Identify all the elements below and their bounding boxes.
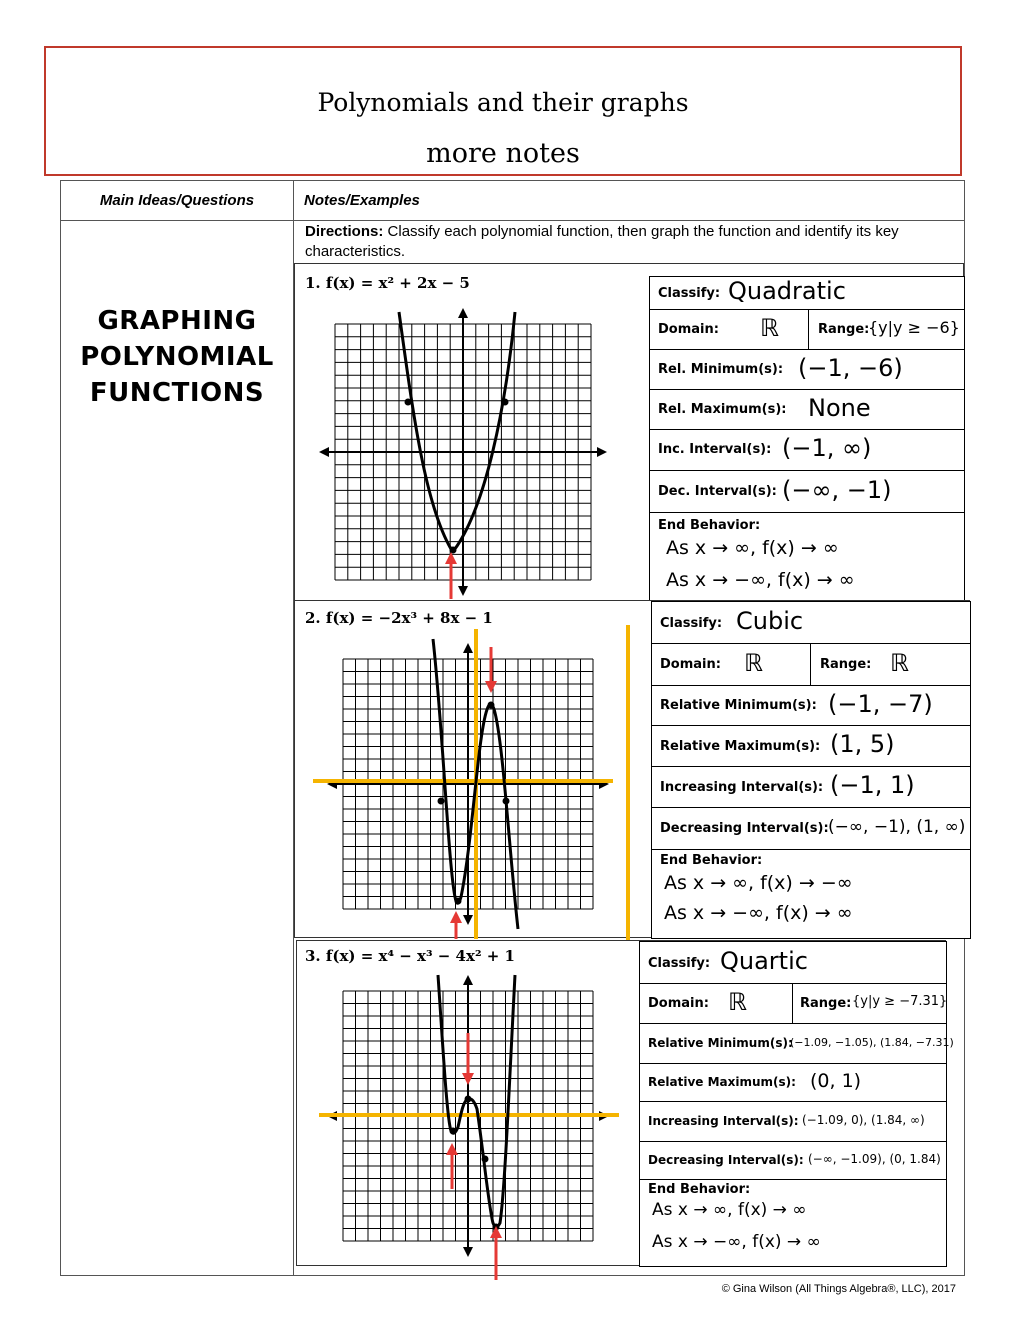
- range-label: Range:: [820, 657, 872, 672]
- dec-label: Decreasing Interval(s):: [648, 1153, 804, 1167]
- rel-max-label: Relative Maximum(s):: [648, 1075, 796, 1089]
- problem-3-point: [450, 1128, 457, 1135]
- page-subtitle: more notes: [426, 138, 580, 169]
- topic-line-2: POLYNOMIAL: [80, 342, 274, 372]
- problem-2-info-box: [651, 601, 971, 939]
- problem-3-point: [465, 1096, 472, 1103]
- problem-3-domain-value: ℝ: [728, 988, 748, 1016]
- problem-1-domain-value: ℝ: [760, 314, 780, 342]
- problem-3-row-dec: [640, 1142, 946, 1180]
- problem-2-row-rel-max: [652, 726, 970, 767]
- problem-1-rel-max-value: None: [808, 394, 871, 422]
- topic-line-1: GRAPHING: [97, 306, 257, 336]
- directions: [305, 222, 955, 262]
- range-label: Range:: [800, 996, 852, 1011]
- problem-3-range-value: {y|y ≥ −7.31}: [852, 994, 948, 1009]
- page-title: Polynomials and their graphs: [317, 88, 689, 117]
- problem-1-inc-value: (−1, ∞): [782, 434, 872, 462]
- problem-1-equation: f(x) = x² + 2x − 5: [325, 274, 470, 292]
- problem-1-row-inc: [650, 430, 964, 471]
- problem-1-row-domain: [650, 310, 964, 350]
- axis-arrowhead: [458, 308, 468, 318]
- problem-2-point: [438, 798, 445, 805]
- problem-2-rel-max-value: (1, 5): [830, 730, 895, 758]
- problem-3-end-2: As x → −∞, f(x) → ∞: [652, 1232, 821, 1252]
- inc-label: Inc. Interval(s):: [658, 442, 772, 457]
- copyright: © Gina Wilson (All Things Algebra®, LLC), 2017: [721, 1283, 956, 1295]
- domain-label: Domain:: [658, 322, 719, 337]
- end-behavior-label: End Behavior:: [660, 853, 763, 868]
- problem-3-red-arrow-up-bottom: [488, 1222, 504, 1282]
- problem-2-rel-min-value: (−1, −7): [828, 690, 933, 718]
- problem-3-info-box: [639, 941, 954, 1267]
- title-box: [44, 46, 962, 176]
- problem-1-range-value: {y|y ≥ −6}: [868, 318, 960, 337]
- problem-1-end-1: As x → ∞, f(x) → ∞: [666, 537, 839, 559]
- end-behavior-label: End Behavior:: [648, 1182, 751, 1197]
- problem-2-panel: [294, 600, 970, 938]
- problem-3-rel-max-value: (0, 1): [810, 1070, 862, 1092]
- inc-label: Increasing Interval(s):: [648, 1114, 799, 1128]
- problem-2-graph: [313, 629, 633, 939]
- problem-3-row-classify: [640, 942, 946, 984]
- problem-2-red-arrowhead-down: [485, 681, 497, 693]
- problem-1-row-dec: [650, 471, 964, 513]
- problem-1-classify-value: Quadratic: [728, 277, 846, 305]
- axis-arrowhead: [319, 447, 329, 457]
- range-label: Range:: [818, 322, 870, 337]
- problem-1-dec-value: (−∞, −1): [782, 476, 892, 504]
- problem-3-function: [305, 947, 515, 965]
- problem-2-point: [488, 702, 495, 709]
- header-main-ideas: Main Ideas/Questions: [61, 181, 294, 221]
- topic-line-3: FUNCTIONS: [89, 378, 265, 408]
- divider: [792, 984, 793, 1023]
- problem-3-number: 3.: [305, 947, 321, 965]
- problem-3-red-arrowhead-up-left: [446, 1143, 458, 1155]
- rel-min-label: Relative Minimum(s):: [648, 1036, 793, 1050]
- problem-3-row-end: [640, 1180, 946, 1268]
- problem-3-classify-value: Quartic: [720, 947, 808, 975]
- rel-max-label: Relative Maximum(s):: [660, 739, 821, 754]
- dec-label: Dec. Interval(s):: [658, 484, 777, 499]
- problem-2-point: [503, 798, 510, 805]
- table-header: [61, 181, 964, 221]
- problem-1-end-2: As x → −∞, f(x) → ∞: [666, 569, 855, 591]
- problem-2-end-1: As x → ∞, f(x) → −∞: [664, 872, 853, 894]
- problem-1-graph: [325, 294, 625, 604]
- divider: [808, 310, 809, 349]
- main-ideas-column: [61, 221, 294, 1275]
- problem-2-row-classify: [652, 602, 970, 644]
- rel-min-label: Relative Minimum(s):: [660, 698, 817, 713]
- classify-label: Classify:: [648, 956, 711, 971]
- rel-max-label: Rel. Maximum(s):: [658, 402, 787, 417]
- domain-label: Domain:: [648, 996, 709, 1011]
- problem-1-row-rel-min: [650, 350, 964, 390]
- problem-3-end-1: As x → ∞, f(x) → ∞: [652, 1200, 807, 1220]
- problem-2-row-inc: [652, 767, 970, 808]
- classify-label: Classify:: [658, 286, 721, 301]
- directions-text: Classify each polynomial function, then graph the function and identify its key characteristics.: [305, 223, 899, 260]
- problem-1-point: [405, 399, 412, 406]
- problem-2-classify-value: Cubic: [736, 607, 804, 635]
- problem-2-range-value: ℝ: [890, 649, 910, 677]
- dec-label: Decreasing Interval(s):: [660, 821, 829, 836]
- problem-1-number: 1.: [305, 274, 321, 292]
- problem-2-inc-value: (−1, 1): [830, 771, 915, 799]
- problem-1-row-rel-max: [650, 390, 964, 430]
- problem-2-guide-right: [623, 625, 633, 945]
- problem-1-row-classify: [650, 277, 964, 310]
- axis-arrowhead: [458, 586, 468, 596]
- divider: [810, 644, 811, 685]
- problem-2-end-2: As x → −∞, f(x) → ∞: [664, 902, 853, 924]
- end-behavior-label: End Behavior:: [658, 518, 761, 533]
- topic-heading: [61, 303, 293, 411]
- problem-3-graph: [313, 969, 623, 1269]
- problem-2-red-arrowhead-up: [450, 911, 462, 923]
- problem-1-grid: [319, 308, 607, 596]
- problem-1-vertex: [450, 547, 457, 554]
- problem-3-row-rel-max: [640, 1064, 946, 1102]
- problem-1-point: [502, 399, 509, 406]
- problem-3-row-rel-min: [640, 1024, 954, 1064]
- inc-label: Increasing Interval(s):: [660, 780, 824, 795]
- problem-2-row-rel-min: [652, 686, 970, 726]
- problem-3-point: [482, 1156, 489, 1163]
- axis-arrowhead: [463, 643, 473, 653]
- rel-min-label: Rel. Minimum(s):: [658, 362, 784, 377]
- problem-3-panel: [296, 940, 954, 1266]
- problem-1-curve: [399, 312, 515, 550]
- problem-2-point: [455, 898, 462, 905]
- problem-2-row-end: [652, 850, 970, 940]
- problem-1-panel: [294, 263, 964, 601]
- problem-2-domain-value: ℝ: [744, 649, 764, 677]
- problem-1-red-arrowhead: [445, 552, 457, 564]
- problem-3-row-inc: [640, 1102, 946, 1142]
- problem-3-rel-min-value: (−1.09, −1.05), (1.84, −7.31): [790, 1036, 954, 1049]
- problem-3-inc-value: (−1.09, 0), (1.84, ∞): [802, 1113, 925, 1127]
- axis-arrowhead: [463, 1247, 473, 1257]
- problem-2-grid: [327, 643, 609, 925]
- problem-1-rel-min-value: (−1, −6): [798, 354, 903, 382]
- problem-3-curve: [438, 975, 515, 1227]
- problem-2-number: 2.: [305, 609, 321, 627]
- problem-2-row-dec: [652, 808, 970, 850]
- problem-3-row-domain: [640, 984, 946, 1024]
- problem-1-function: [305, 274, 470, 292]
- domain-label: Domain:: [660, 657, 721, 672]
- problem-1-row-end: [650, 513, 964, 603]
- axis-arrowhead: [463, 975, 473, 985]
- problem-1-info-box: [649, 276, 965, 602]
- directions-label: Directions:: [305, 223, 384, 240]
- problem-2-row-domain: [652, 644, 970, 686]
- classify-label: Classify:: [660, 616, 723, 631]
- problem-3-dec-value: (−∞, −1.09), (0, 1.84): [808, 1152, 941, 1166]
- header-notes: Notes/Examples: [304, 192, 420, 209]
- problem-3-equation: f(x) = x⁴ − x³ − 4x² + 1: [325, 947, 515, 965]
- axis-arrowhead: [597, 447, 607, 457]
- problem-2-dec-value: (−∞, −1), (1, ∞): [828, 817, 966, 837]
- problem-2-function: [305, 609, 493, 627]
- axis-arrowhead: [463, 915, 473, 925]
- problem-2-equation: f(x) = −2x³ + 8x − 1: [325, 609, 493, 627]
